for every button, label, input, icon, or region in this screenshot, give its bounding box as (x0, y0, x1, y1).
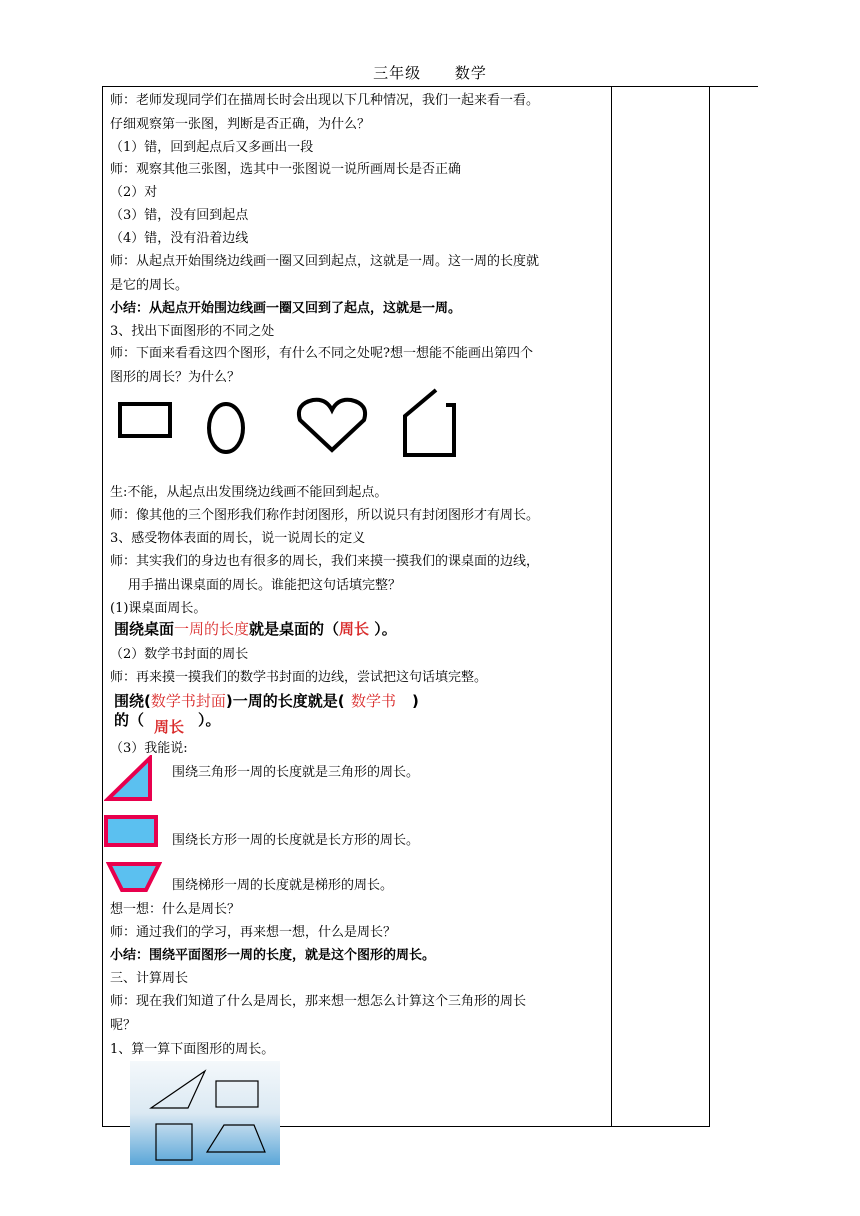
text-line: （2）数学书封面的周长 (110, 647, 249, 662)
triangle-shape (104, 755, 156, 803)
four-figures (110, 388, 470, 468)
table-column-divider (611, 87, 612, 1127)
open-house-figure (405, 390, 454, 455)
book-line2: 的（ (114, 711, 145, 729)
text-line: （2）对 (110, 185, 158, 200)
text-line: 生:不能，从起点出发围绕边线画不能回到起点。 (110, 485, 388, 500)
text-line: （4）错，没有沿着边线 (110, 231, 249, 246)
page-header (0, 62, 860, 83)
book-answer-1: 数学书封面 (150, 692, 226, 710)
text-line: (1)课桌面周长。 (110, 601, 207, 616)
text-line: （3）错，没有回到起点 (110, 208, 249, 223)
text-line: 师：通过我们的学习，再来想一想，什么是周长？ (110, 925, 397, 940)
summary-line: 小结：从起点开始围边线画一圈又回到了起点，这就是一周。 (110, 301, 462, 316)
text-line: 3、找出下面图形的不同之处 (110, 324, 275, 339)
book-paren: ) (412, 692, 419, 710)
text-line: 师：像其他的三个图形我们称作封闭图形，所以说只有封闭图形才有周长。 (110, 508, 540, 523)
summary-line: 小结：围绕平面图形一周的长度，就是这个图形的周长。 (110, 948, 436, 963)
text-line: 三、计算周长 (110, 971, 189, 986)
text-line: 3、感受物体表面的周长，说一说周长的定义 (110, 531, 366, 546)
text-line: 师：其实我们的身边也有很多的周长，我们来摸一摸我们的课桌面的边线， (110, 554, 540, 569)
book-line2-end: ）。 (198, 711, 221, 729)
desk-answer-1: 一周的长度 (174, 620, 250, 638)
book-answer-2: 数学书 (351, 692, 397, 710)
text-line: 师：从起点开始围绕边线画一圈又回到起点，这就是一周。这一周的长度就 (110, 254, 540, 269)
text-line: 是它的周长。 (110, 278, 189, 293)
book-answer-3: 周长 (154, 718, 185, 736)
text-line: 想一想：什么是周长？ (110, 902, 241, 917)
text-line: 师：再来摸一摸我们的数学书封面的边线，尝试把这句话填完整。 (110, 670, 488, 685)
rectangle-figure (120, 404, 170, 436)
rectangle-sentence: 围绕长方形一周的长度就是长方形的周长。 (172, 833, 420, 848)
rectangle-shape (104, 815, 158, 847)
text-line: 呢？ (110, 1018, 137, 1033)
ellipse-figure (209, 404, 243, 452)
text-line: （1）错，回到起点后又多画出一段 (110, 140, 314, 155)
desk-answer-2: 周长 (339, 620, 370, 638)
text-line: 仔细观察第一张图，判断是否正确，为什么？ (110, 117, 371, 132)
desk-sentence: 围绕桌面一周的长度就是桌面的（周长 ）。 (114, 620, 397, 638)
book-sentence: 围绕(数学书封面)一周的长度就是( (114, 692, 345, 710)
text-line: 用手描出课桌面的周长。谁能把这句话填完整？ (128, 578, 402, 593)
text-line: 师：现在我们知道了什么是周长，那来想一想怎么计算这个三角形的周长 (110, 994, 527, 1009)
text-line: 师：观察其他三张图，选其中一张图说一说所画周长是否正确 (110, 162, 462, 177)
trapezoid-shape (106, 861, 162, 893)
text-line: 师：下面来看看这四个图形，有什么不同之处呢?想一想能不能画出第四个 (110, 346, 533, 361)
grade-label: 三年级 (373, 64, 422, 82)
text-line: 1、算一算下面图形的周长。 (110, 1042, 275, 1057)
subject-label: 数学 (454, 64, 487, 82)
trapezoid-sentence: 围绕梯形一周的长度就是梯形的周长。 (172, 878, 394, 893)
text-line: （3）我能说: (110, 741, 188, 756)
heart-figure (299, 400, 365, 450)
text-line: 图形的周长？为什么？ (110, 370, 241, 385)
text-line: 师：老师发现同学们在描周长时会出现以下几种情况，我们一起来看一看。 (110, 93, 540, 108)
triangle-sentence: 围绕三角形一周的长度就是三角形的周长。 (172, 765, 420, 780)
perimeter-figures-panel (130, 1061, 280, 1165)
